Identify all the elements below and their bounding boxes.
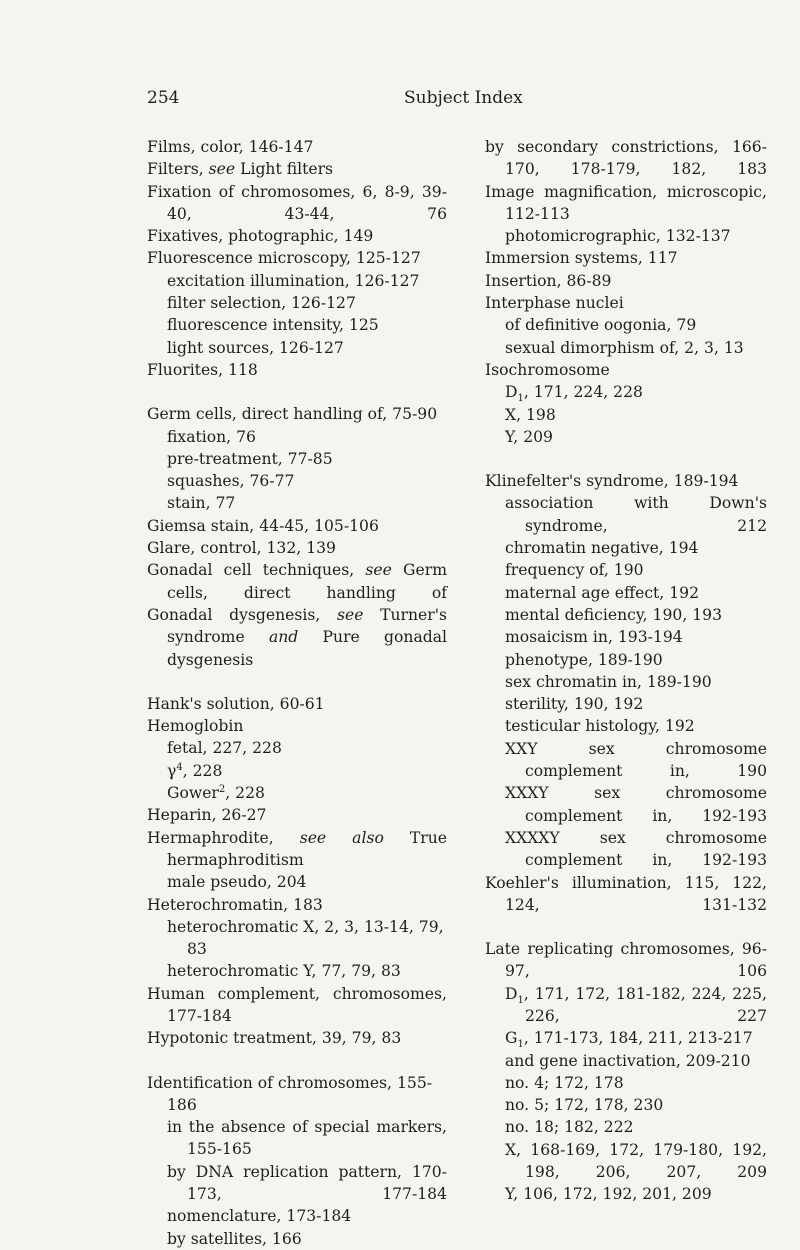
- index-entry: Heparin, 26-27: [147, 806, 267, 825]
- index-subentry: light sources, 126-127: [167, 338, 344, 357]
- index-entry: Hermaphrodite, see also True hermaphroditism: [147, 828, 447, 869]
- index-entry: Gonadal dysgenesis, see Turner's syndrome and Pure gonadal dysgenesis: [147, 605, 448, 669]
- index-subentry: heterochromatic X, 2, 3, 13-14, 79, 83: [167, 917, 444, 959]
- page-number: 254: [147, 88, 180, 108]
- index-subentry: Gower$^2$, 228: [167, 783, 265, 803]
- index-subentry: no. 18; 182, 222: [505, 1118, 634, 1137]
- index-entry: Image magnification, microscopic, 112-113: [485, 182, 767, 223]
- index-subentry: X, 198: [505, 405, 556, 424]
- index-subentry: by secondary constrictions, 166-170, 178-179, 182, 183: [485, 138, 767, 179]
- index-entry: Hank's solution, 60-61: [147, 694, 325, 713]
- index-subentry: nomenclature, 173-184: [167, 1207, 352, 1226]
- index-entry: Human complement, chromosomes, 177-184: [147, 984, 447, 1025]
- index-subentry: sexual dimorphism of, 2, 3, 13: [505, 338, 744, 357]
- index-entry: Late replicating chromosomes, 96-97, 106: [485, 940, 767, 981]
- running-title: Subject Index: [404, 88, 523, 108]
- index-entry: Hypotonic treatment, 39, 79, 83: [147, 1029, 402, 1048]
- index-subentry: XXXY sex chromosome complement in, 192-193: [505, 784, 767, 825]
- index-subentry: X, 168-169, 172, 179-180, 192, 198, 206, 207, 209: [505, 1140, 767, 1182]
- index-subentry: Y, 209: [505, 427, 553, 446]
- index-subentry: $D_1$, 171, 172, 181-182, 224, 225, 226, 227: [505, 984, 767, 1025]
- index-subentry: pre-treatment, 77-85: [167, 449, 333, 468]
- index-entry: Glare, control, 132, 139: [147, 539, 336, 558]
- index-subentry: in the absence of special markers, 155-165: [167, 1118, 447, 1159]
- index-subentry: by satellites, 166: [167, 1229, 302, 1248]
- index-subentry: frequency of, 190: [505, 561, 644, 580]
- index-entry: Insertion, 86-89: [485, 271, 612, 290]
- index-entry: Isochromosome: [485, 360, 610, 379]
- index-subentry: phenotype, 189-190: [505, 650, 663, 669]
- index-entry: Heterochromatin, 183: [147, 895, 323, 914]
- index-subentry: Y, 106, 172, 192, 201, 209: [505, 1185, 712, 1204]
- index-subentry: chromatin negative, 194: [505, 539, 699, 558]
- index-subentry: mental deficiency, 190, 193: [505, 605, 722, 624]
- index-subentry: no. 5; 172, 178, 230: [505, 1096, 664, 1115]
- index-entry: Films, color, 146-147: [147, 138, 314, 156]
- index-subentry: excitation illumination, 126-127: [167, 271, 420, 290]
- index-subentry: fluorescence intensity, 125: [167, 316, 379, 335]
- index-subentry: sterility, 190, 192: [505, 695, 644, 714]
- index-subentry: male pseudo, 204: [167, 873, 307, 892]
- index-subentry: $\gamma^4$, 228: [167, 761, 223, 780]
- index-subentry: mosaicism in, 193-194: [505, 628, 683, 647]
- index-entry: Klinefelter's syndrome, 189-194: [485, 472, 739, 491]
- index-entry: Filters, see Light filters: [147, 160, 334, 179]
- index-entry: Fixatives, photographic, 149: [147, 227, 374, 246]
- index-subentry: stain, 77: [167, 494, 236, 513]
- page-header: [0, 88, 800, 112]
- index-entry: Interphase nuclei: [485, 294, 624, 313]
- index-subentry: squashes, 76-77: [167, 472, 295, 491]
- index-subentry: of definitive oogonia, 79: [505, 316, 697, 335]
- index-subentry: $D_1$, 171, 224, 228: [505, 383, 643, 405]
- index-subentry: XXXXY sex chromosome complement in, 192-193: [505, 828, 767, 870]
- index-entry: Immersion systems, 117: [485, 249, 678, 268]
- index-subentry: and gene inactivation, 209-210: [505, 1051, 751, 1070]
- index-subentry: photomicrographic, 132-137: [505, 227, 731, 246]
- index-entry: Identification of chromosomes, 155-186: [147, 1073, 433, 1114]
- index-subentry: no. 4; 172, 178: [505, 1073, 624, 1092]
- index-subentry: XXY sex chromosome complement in, 190: [505, 739, 767, 781]
- index-entry: Fixation of chromosomes, 6, 8-9, 39-40, 43-44, 76: [147, 182, 447, 223]
- index-entry: Fluorescence microscopy, 125-127: [147, 249, 421, 268]
- index-subentry: filter selection, 126-127: [167, 294, 356, 313]
- index-subentry: sex chromatin in, 189-190: [505, 672, 712, 691]
- index-subentry: heterochromatic Y, 77, 79, 83: [167, 962, 401, 981]
- index-subentry: by DNA replication pattern, 170-173, 177-184: [167, 1162, 447, 1204]
- index-subentry: maternal age effect, 192: [505, 583, 699, 602]
- index-subentry: testicular histology, 192: [505, 717, 695, 736]
- index-subentry: fixation, 76: [167, 427, 256, 446]
- index-entry: Gonadal cell techniques, see Germ cells, direct handling of: [147, 561, 447, 602]
- index-column-right: [485, 136, 767, 1206]
- index-entry: Koehler's illumination, 115, 122, 124, 131-132: [485, 873, 767, 914]
- index-subentry: association with Down's syndrome, 212: [505, 494, 767, 535]
- index-column-left: [147, 136, 447, 1250]
- index-entry: Germ cells, direct handling of, 75-90: [147, 405, 438, 424]
- index-entry: Fluorites, 118: [147, 360, 258, 379]
- index-subentry: fetal, 227, 228: [167, 739, 282, 758]
- index-entry: Hemoglobin: [147, 717, 244, 736]
- index-entry: Giemsa stain, 44-45, 105-106: [147, 516, 379, 535]
- index-subentry: $G_1$, 171-173, 184, 211, 213-217: [505, 1029, 753, 1051]
